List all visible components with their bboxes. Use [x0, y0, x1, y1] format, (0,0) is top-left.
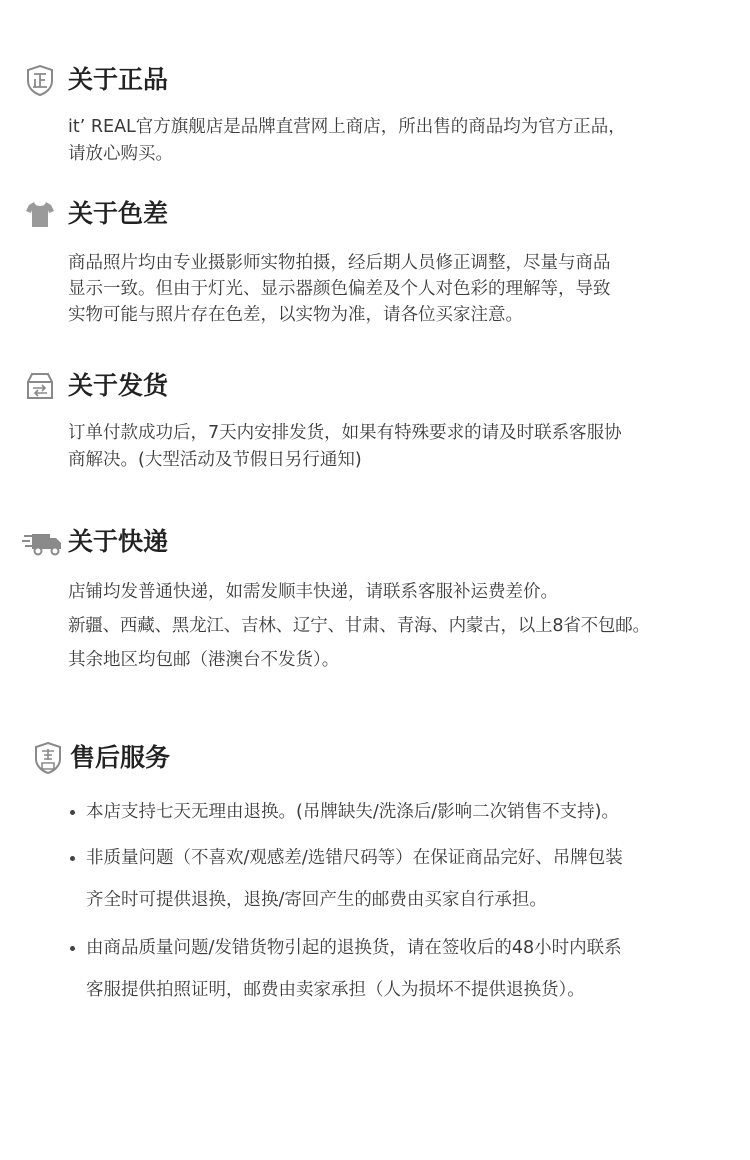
list-item — [0, 838, 750, 922]
bullet-icon — [70, 856, 75, 861]
section-title: 关于正品 — [68, 65, 169, 94]
text-line: 本店支持七天无理由退换。(吊牌缺失/洗涤后/影响二次销售不支持)。 — [86, 802, 619, 822]
text-line: 请放心购买。 — [68, 144, 173, 164]
section-color-text — [68, 250, 611, 328]
section-title: 关于快递 — [68, 527, 169, 556]
delivery-truck-icon — [22, 524, 64, 560]
section-title: 关于色差 — [68, 199, 169, 228]
authentic-badge-icon — [22, 62, 58, 98]
section-after-sale-heading — [0, 740, 750, 776]
section-color-heading — [0, 196, 750, 232]
text-line: 订单付款成功后，7天内安排发货，如果有特殊要求的请及时联系客服协 — [68, 423, 622, 443]
bullet-icon — [70, 810, 75, 815]
text-line: it’ REAL官方旗舰店是品牌直营网上商店，所出售的商品均为官方正品， — [68, 117, 626, 137]
shipping-box-icon — [22, 368, 58, 404]
text-line: 新疆、西藏、黑龙江、吉林、辽宁、甘肃、青海、内蒙古，以上8省不包邮。 — [68, 616, 650, 636]
section-authentic-heading — [0, 62, 750, 98]
section-shipping-heading — [0, 368, 750, 404]
text-line: 实物可能与照片存在色差，以实物为准，请各位买家注意。 — [68, 305, 523, 325]
text-line: 显示一致。但由于灯光、显示器颜色偏差及个人对色彩的理解等，导致 — [68, 279, 611, 299]
text-line: 商品照片均由专业摄影师实物拍摄，经后期人员修正调整，尽量与商品 — [68, 253, 611, 273]
text-line: 齐全时可提供退换，退换/寄回产生的邮费由买家自行承担。 — [86, 890, 547, 910]
text-line: 非质量问题（不喜欢/观感差/选错尺码等）在保证商品完好、吊牌包装 — [86, 848, 623, 868]
text-line: 商解决。(大型活动及节假日另行通知) — [68, 450, 362, 470]
section-authentic-text — [68, 114, 626, 168]
text-line: 由商品质量问题/发错货物引起的退换货，请在签收后的48小时内联系 — [86, 938, 622, 958]
text-line: 店铺均发普通快递，如需发顺丰快递，请联系客服补运费差价。 — [68, 582, 558, 602]
section-express-heading — [0, 524, 750, 560]
after-sale-list — [0, 792, 750, 1012]
section-title: 关于发货 — [68, 371, 169, 400]
section-title: 售后服务 — [70, 743, 171, 772]
list-item — [0, 792, 750, 832]
section-shipping-text — [68, 420, 622, 474]
text-line: 其余地区均包邮（港澳台不发货）。 — [68, 650, 340, 670]
list-item — [0, 928, 750, 1012]
tshirt-icon — [22, 196, 58, 232]
bullet-icon — [70, 946, 75, 951]
section-express-text — [68, 575, 650, 677]
after-sale-badge-icon — [30, 740, 66, 776]
text-line: 客服提供拍照证明，邮费由卖家承担（人为损坏不提供退换货）。 — [86, 980, 585, 1000]
